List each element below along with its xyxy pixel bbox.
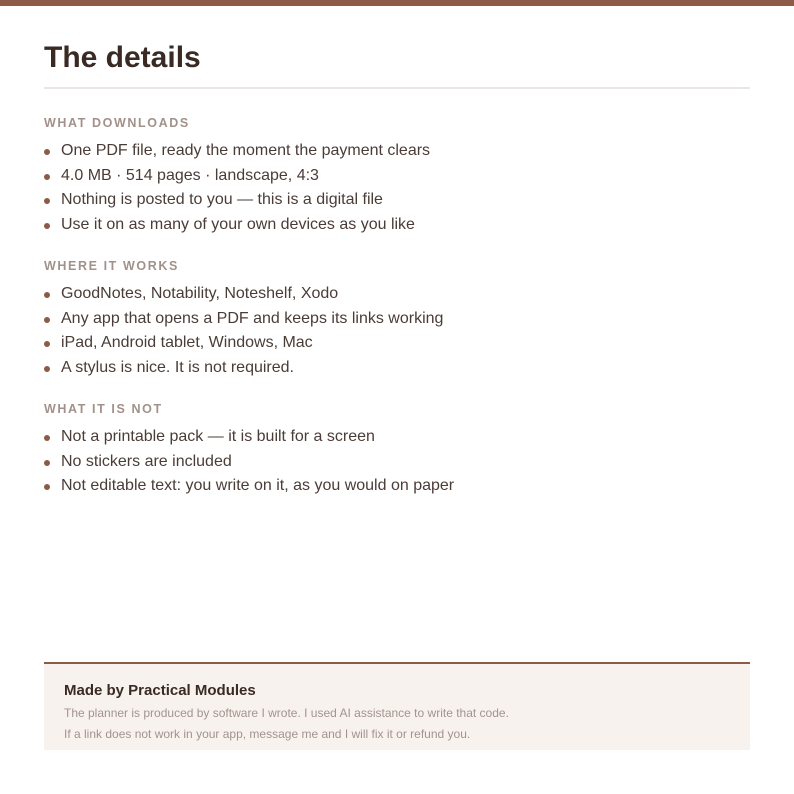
bullet-list bbox=[44, 425, 750, 499]
list-item bbox=[44, 307, 750, 332]
bullet-dot-icon bbox=[44, 198, 50, 204]
page-title: The details bbox=[44, 41, 201, 74]
bullet-dot-icon bbox=[44, 149, 50, 155]
list-item-text: GoodNotes, Notability, Noteshelf, Xodo bbox=[61, 285, 339, 302]
bullet-dot-icon bbox=[44, 317, 50, 323]
bullet-dot-icon bbox=[44, 435, 50, 441]
list-item-text: 4.0 MB · 514 pages · landscape, 4:3 bbox=[61, 166, 319, 184]
list-item-text: Use it on as many of your own devices as you like bbox=[61, 215, 415, 233]
list-item bbox=[44, 164, 750, 189]
section-heading: WHAT DOWNLOADS bbox=[44, 116, 190, 130]
section-heading: WHERE IT WORKS bbox=[44, 259, 179, 273]
bullet-dot-icon bbox=[44, 292, 50, 298]
section-where-it-works bbox=[44, 258, 750, 380]
bullet-dot-icon bbox=[44, 341, 50, 347]
list-item bbox=[44, 213, 750, 238]
section-heading: WHAT IT IS NOT bbox=[44, 402, 163, 416]
bullet-dot-icon bbox=[44, 174, 50, 180]
bullet-dot-icon bbox=[44, 223, 50, 229]
list-item bbox=[44, 331, 750, 356]
footer-line: If a link does not work in your app, message me and I will fix it or refund you. bbox=[64, 727, 471, 741]
list-item-text: iPad, Android tablet, Windows, Mac bbox=[61, 334, 313, 352]
list-item bbox=[44, 450, 750, 475]
list-item bbox=[44, 282, 750, 307]
bullet-list bbox=[44, 282, 750, 380]
bullet-dot-icon bbox=[44, 484, 50, 490]
list-item bbox=[44, 425, 750, 450]
list-item-text: One PDF file, ready the moment the payment clears bbox=[61, 142, 431, 159]
list-item bbox=[44, 139, 750, 164]
list-item-text: Not a printable pack — it is built for a screen bbox=[61, 428, 375, 445]
list-item-text: Nothing is posted to you — this is a digital file bbox=[61, 191, 383, 209]
list-item bbox=[44, 356, 750, 381]
maker-footer bbox=[44, 662, 750, 750]
list-item-text: No stickers are included bbox=[61, 452, 232, 470]
footer-title: Made by Practical Modules bbox=[64, 682, 256, 699]
list-item bbox=[44, 474, 750, 499]
bullet-dot-icon bbox=[44, 460, 50, 466]
footer-line: The planner is produced by software I wrote. I used AI assistance to write that code. bbox=[64, 706, 509, 720]
bullet-list bbox=[44, 139, 750, 237]
list-item-text: Not editable text: you write on it, as you would on paper bbox=[61, 477, 455, 495]
section-what-downloads bbox=[44, 115, 750, 237]
list-item-text: A stylus is nice. It is not required. bbox=[61, 358, 294, 376]
section-what-it-is-not bbox=[44, 401, 750, 499]
list-item-text: Any app that opens a PDF and keeps its links working bbox=[61, 309, 444, 327]
top-accent-bar bbox=[0, 0, 794, 6]
title-divider bbox=[44, 87, 750, 89]
list-item bbox=[44, 188, 750, 213]
bullet-dot-icon bbox=[44, 366, 50, 372]
